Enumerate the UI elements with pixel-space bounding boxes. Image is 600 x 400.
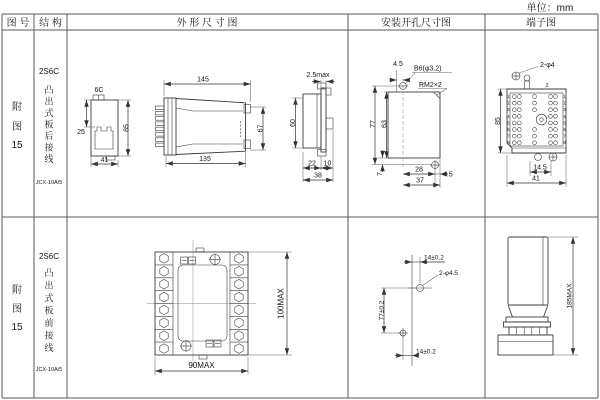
pin-label: 8 (507, 140, 510, 146)
structure-type: JCX-10A/5 (35, 367, 63, 373)
structure-model: 2S6C (38, 252, 60, 261)
structure-char: 后 (44, 131, 54, 141)
pin-label: 2 (545, 83, 549, 89)
pin-label: 8 (563, 140, 566, 146)
dim-label: 7 (377, 172, 384, 176)
dim-label: 38 (314, 172, 322, 180)
pin-label: 2 (507, 100, 510, 106)
pin-label: 6 (563, 127, 566, 132)
pin-label: 7 (507, 133, 510, 139)
row2-fig-cell (11, 283, 23, 333)
fig-char: 图 (12, 304, 22, 315)
header-outline: 外 形 尺 寸 图 (176, 18, 238, 29)
fig-char: 附 (12, 285, 22, 296)
fig-number: 15 (11, 322, 23, 333)
row1-mount-drawing (370, 61, 453, 188)
dim-label: 60 (290, 119, 297, 127)
dim-label: 77±0.2 (378, 300, 386, 321)
row2-structure-cell (36, 252, 63, 373)
fig-number: 15 (11, 140, 23, 151)
pin-label: 1 (507, 94, 510, 99)
dim-label: 25 (77, 129, 85, 136)
pin-label: 7 (563, 133, 566, 139)
row2-outline-socket-view (147, 240, 292, 375)
pin-label: 3 (563, 107, 566, 113)
pin-label: 5 (563, 120, 566, 126)
dim-label: 41 (532, 175, 540, 183)
row1-fig-cell (11, 100, 23, 151)
hole-callout: 2-φ4 (540, 62, 555, 69)
pin-label: 4 (563, 113, 566, 119)
dim-label: 14±0.2 (424, 254, 444, 262)
dim-label: 14.5 (533, 164, 547, 172)
dim-label: 14±0.2 (416, 348, 436, 356)
hole-callout: 2-φ4.5 (439, 270, 459, 277)
structure-char: 前 (44, 318, 54, 328)
dim-label: 85 (495, 117, 502, 125)
hole-callout: B6(φ3.2) (414, 65, 442, 73)
structure-char: 接 (44, 142, 54, 153)
header-terminal: 端子图 (526, 18, 556, 29)
header-fig: 图 号 (6, 18, 30, 29)
pin-label: 4 (507, 113, 510, 119)
structure-type: JCX-10A/5 (35, 180, 63, 186)
terminal-pin-numbers (507, 94, 566, 145)
structure-char: 式 (44, 108, 54, 118)
structure-char: 出 (44, 96, 54, 107)
structure-char: 线 (44, 154, 54, 164)
dim-label: 135 (199, 156, 211, 163)
dim-label: 22 (308, 160, 316, 168)
table-grid (2, 14, 598, 398)
structure-char: 凸 (44, 85, 54, 95)
dim-label: 4.5 (393, 61, 403, 68)
structure-char: 板 (44, 119, 54, 130)
dim-label: 185MAX (566, 283, 574, 309)
row1-terminal-drawing (495, 62, 566, 187)
dim-label: 10 (323, 160, 332, 168)
structure-char: 出 (44, 280, 54, 291)
row1-outline-panel-view (290, 72, 335, 182)
dim-label: 85 (123, 124, 131, 132)
dim-label: 145 (197, 76, 209, 84)
dim-label: 77 (370, 120, 377, 128)
dim-label: 63 (381, 120, 389, 128)
fig-char: 附 (12, 102, 22, 113)
row1-outline-side-view (156, 77, 267, 168)
pin-label: 6 (507, 127, 510, 132)
pin-label: 1 (563, 94, 566, 99)
structure-char: 式 (44, 293, 54, 303)
row1-structure-cell (36, 67, 63, 186)
dim-label: 41 (100, 157, 109, 164)
terminal-holes (512, 95, 557, 145)
dim-label: 2.5max (306, 72, 330, 79)
header-mount: 安装开孔尺寸图 (381, 18, 451, 29)
row1-outline-rear-view (77, 87, 131, 167)
corner-callout: RM2×2 (419, 82, 442, 89)
dim-label: 100MAX (276, 288, 286, 319)
dim-label: 4.5 (443, 171, 453, 179)
pin-label: 5 (507, 120, 510, 126)
pin-label: 2 (563, 100, 566, 106)
structure-char: 凸 (44, 268, 54, 278)
table-header (7, 16, 556, 29)
structure-model: 2S6C (38, 67, 60, 76)
dim-label: 28 (415, 166, 423, 174)
row2-terminal-drawing (498, 237, 578, 355)
structure-char: 接 (44, 330, 54, 341)
row2-mount-drawing (379, 255, 459, 367)
dim-label: 90MAX (188, 361, 215, 370)
structure-char: 线 (44, 343, 54, 353)
unit-label: 单位：mm (526, 3, 574, 14)
pin-label: 3 (507, 107, 510, 113)
dim-label: 67 (257, 124, 265, 133)
dim-label: 37 (416, 177, 424, 185)
header-struct: 结 构 (39, 18, 62, 29)
fig-char: 图 (12, 122, 22, 133)
dim-label: 6C (94, 87, 104, 94)
structure-char: 板 (44, 305, 54, 316)
